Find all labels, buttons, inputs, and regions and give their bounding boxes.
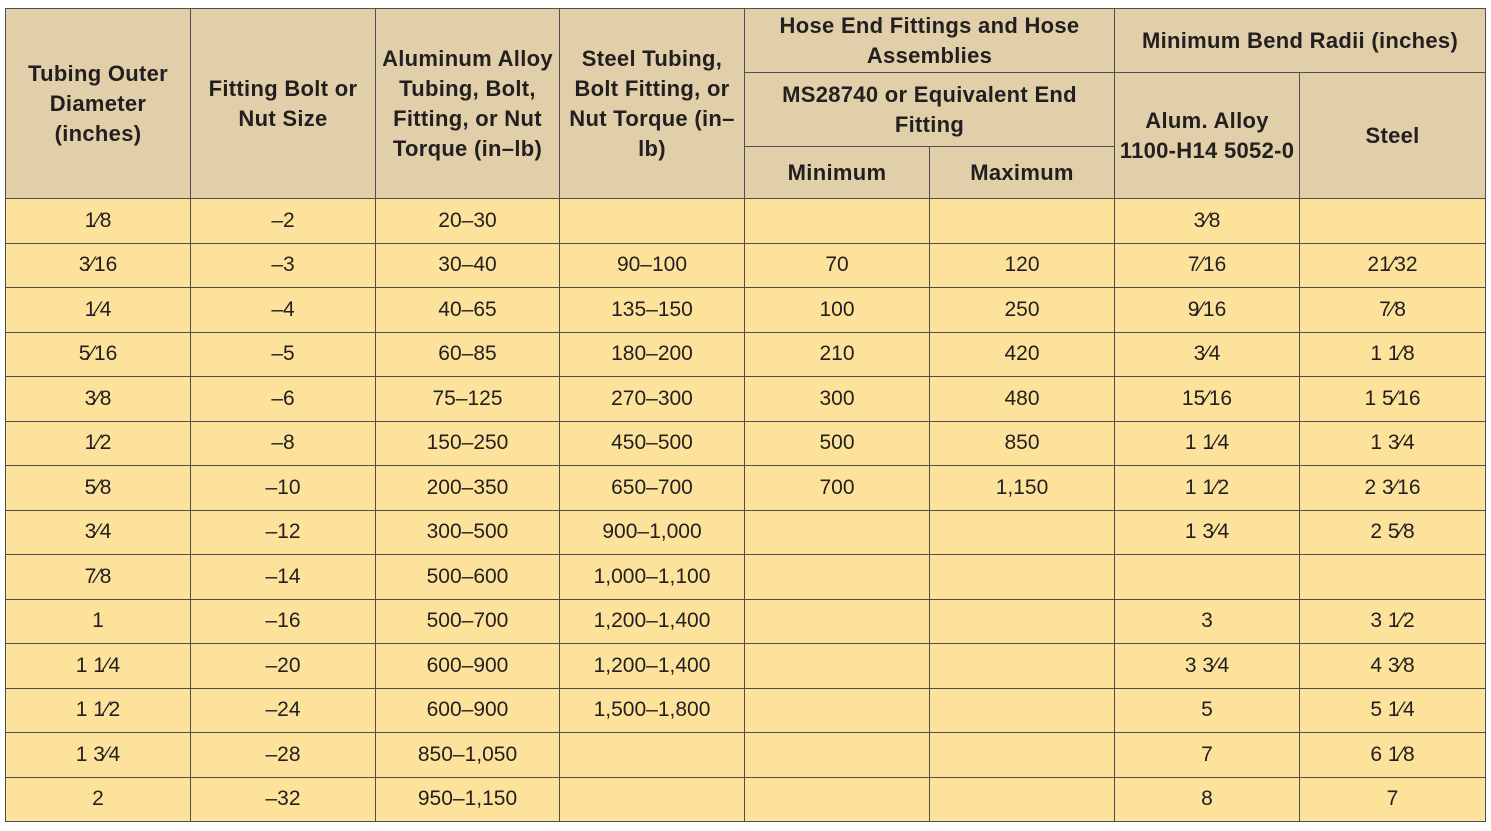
header-bend-alum: Alum. Alloy 1100-H14 5052-0 bbox=[1115, 73, 1300, 199]
table-body bbox=[6, 199, 1486, 822]
cell-steel-torque: 90–100 bbox=[560, 243, 745, 288]
header-steel-torque: Steel Tubing, Bolt Fitting, or Nut Torque (in–lb) bbox=[560, 9, 745, 199]
cell-fitting-size: –4 bbox=[191, 288, 376, 333]
cell-aluminum-torque: 200–350 bbox=[376, 466, 560, 511]
cell-fitting-size: –28 bbox=[191, 733, 376, 778]
table-row bbox=[6, 377, 1486, 422]
cell-hose-max: 120 bbox=[930, 243, 1115, 288]
cell-hose-min: 210 bbox=[745, 332, 930, 377]
cell-bend-steel: 6 1⁄8 bbox=[1300, 733, 1486, 778]
table-row bbox=[6, 599, 1486, 644]
table-row bbox=[6, 510, 1486, 555]
cell-tubing-od: 3⁄16 bbox=[6, 243, 191, 288]
cell-bend-steel bbox=[1300, 555, 1486, 600]
cell-aluminum-torque: 20–30 bbox=[376, 199, 560, 244]
cell-bend-alum bbox=[1115, 555, 1300, 600]
cell-fitting-size: –16 bbox=[191, 599, 376, 644]
table-row bbox=[6, 421, 1486, 466]
cell-bend-alum: 5 bbox=[1115, 688, 1300, 733]
table-row bbox=[6, 555, 1486, 600]
cell-steel-torque: 180–200 bbox=[560, 332, 745, 377]
cell-steel-torque bbox=[560, 777, 745, 822]
table-row bbox=[6, 243, 1486, 288]
cell-tubing-od: 1⁄2 bbox=[6, 421, 191, 466]
cell-steel-torque: 650–700 bbox=[560, 466, 745, 511]
header-tubing-od: Tubing Outer Diameter (inches) bbox=[6, 9, 191, 199]
cell-hose-max: 1,150 bbox=[930, 466, 1115, 511]
cell-aluminum-torque: 75–125 bbox=[376, 377, 560, 422]
cell-hose-min bbox=[745, 777, 930, 822]
cell-tubing-od: 1⁄4 bbox=[6, 288, 191, 333]
cell-hose-max bbox=[930, 555, 1115, 600]
cell-bend-steel: 7⁄8 bbox=[1300, 288, 1486, 333]
cell-tubing-od: 5⁄8 bbox=[6, 466, 191, 511]
cell-bend-alum: 1 1⁄2 bbox=[1115, 466, 1300, 511]
cell-hose-min: 300 bbox=[745, 377, 930, 422]
cell-tubing-od: 3⁄8 bbox=[6, 377, 191, 422]
header-aluminum-torque: Aluminum Alloy Tubing, Bolt, Fitting, or Nut Torque (in–lb) bbox=[376, 9, 560, 199]
cell-fitting-size: –20 bbox=[191, 644, 376, 689]
cell-hose-min: 70 bbox=[745, 243, 930, 288]
cell-bend-alum: 7 bbox=[1115, 733, 1300, 778]
cell-hose-max bbox=[930, 777, 1115, 822]
cell-hose-max: 420 bbox=[930, 332, 1115, 377]
table-row bbox=[6, 733, 1486, 778]
cell-steel-torque bbox=[560, 733, 745, 778]
cell-bend-steel: 5 1⁄4 bbox=[1300, 688, 1486, 733]
cell-fitting-size: –2 bbox=[191, 199, 376, 244]
cell-hose-min bbox=[745, 510, 930, 555]
cell-hose-max: 250 bbox=[930, 288, 1115, 333]
cell-steel-torque: 1,500–1,800 bbox=[560, 688, 745, 733]
cell-bend-steel: 7 bbox=[1300, 777, 1486, 822]
cell-bend-alum: 3 bbox=[1115, 599, 1300, 644]
cell-tubing-od: 1⁄8 bbox=[6, 199, 191, 244]
cell-bend-steel: 2 5⁄8 bbox=[1300, 510, 1486, 555]
cell-bend-alum: 3⁄4 bbox=[1115, 332, 1300, 377]
table-row bbox=[6, 199, 1486, 244]
cell-hose-max bbox=[930, 199, 1115, 244]
cell-hose-max: 480 bbox=[930, 377, 1115, 422]
cell-hose-min: 500 bbox=[745, 421, 930, 466]
cell-tubing-od: 5⁄16 bbox=[6, 332, 191, 377]
cell-hose-min bbox=[745, 688, 930, 733]
cell-hose-min bbox=[745, 644, 930, 689]
cell-bend-alum: 9⁄16 bbox=[1115, 288, 1300, 333]
cell-hose-min bbox=[745, 199, 930, 244]
cell-hose-min: 700 bbox=[745, 466, 930, 511]
cell-bend-steel bbox=[1300, 199, 1486, 244]
torque-bend-table bbox=[5, 8, 1486, 822]
cell-fitting-size: –32 bbox=[191, 777, 376, 822]
cell-hose-max bbox=[930, 733, 1115, 778]
cell-bend-alum: 1 3⁄4 bbox=[1115, 510, 1300, 555]
cell-bend-alum: 3 3⁄4 bbox=[1115, 644, 1300, 689]
cell-hose-max: 850 bbox=[930, 421, 1115, 466]
cell-aluminum-torque: 300–500 bbox=[376, 510, 560, 555]
cell-bend-steel: 2 3⁄16 bbox=[1300, 466, 1486, 511]
cell-steel-torque: 900–1,000 bbox=[560, 510, 745, 555]
table-header bbox=[6, 9, 1486, 199]
header-fitting-size: Fitting Bolt or Nut Size bbox=[191, 9, 376, 199]
cell-aluminum-torque: 950–1,150 bbox=[376, 777, 560, 822]
header-hose-subgroup: MS28740 or Equivalent End Fitting bbox=[745, 73, 1115, 147]
cell-fitting-size: –3 bbox=[191, 243, 376, 288]
cell-steel-torque: 1,000–1,100 bbox=[560, 555, 745, 600]
cell-aluminum-torque: 600–900 bbox=[376, 688, 560, 733]
cell-hose-min bbox=[745, 555, 930, 600]
cell-bend-steel: 1 3⁄4 bbox=[1300, 421, 1486, 466]
cell-bend-alum: 15⁄16 bbox=[1115, 377, 1300, 422]
cell-steel-torque: 135–150 bbox=[560, 288, 745, 333]
cell-tubing-od: 1 1⁄2 bbox=[6, 688, 191, 733]
cell-aluminum-torque: 60–85 bbox=[376, 332, 560, 377]
cell-bend-steel: 4 3⁄8 bbox=[1300, 644, 1486, 689]
cell-bend-alum: 3⁄8 bbox=[1115, 199, 1300, 244]
cell-steel-torque: 450–500 bbox=[560, 421, 745, 466]
cell-bend-steel: 1 1⁄8 bbox=[1300, 332, 1486, 377]
table-row bbox=[6, 644, 1486, 689]
cell-hose-max bbox=[930, 510, 1115, 555]
cell-aluminum-torque: 500–700 bbox=[376, 599, 560, 644]
header-bend-group: Minimum Bend Radii (inches) bbox=[1115, 9, 1486, 73]
cell-bend-alum: 8 bbox=[1115, 777, 1300, 822]
cell-hose-max bbox=[930, 688, 1115, 733]
table-row bbox=[6, 332, 1486, 377]
cell-steel-torque: 1,200–1,400 bbox=[560, 599, 745, 644]
cell-fitting-size: –5 bbox=[191, 332, 376, 377]
cell-hose-min bbox=[745, 599, 930, 644]
cell-aluminum-torque: 600–900 bbox=[376, 644, 560, 689]
cell-tubing-od: 1 bbox=[6, 599, 191, 644]
table-row bbox=[6, 688, 1486, 733]
cell-hose-max bbox=[930, 644, 1115, 689]
cell-aluminum-torque: 40–65 bbox=[376, 288, 560, 333]
cell-aluminum-torque: 850–1,050 bbox=[376, 733, 560, 778]
cell-fitting-size: –6 bbox=[191, 377, 376, 422]
header-bend-steel: Steel bbox=[1300, 73, 1486, 199]
cell-tubing-od: 1 3⁄4 bbox=[6, 733, 191, 778]
header-hose-min: Minimum bbox=[745, 147, 930, 199]
cell-fitting-size: –24 bbox=[191, 688, 376, 733]
header-hose-group: Hose End Fittings and Hose Assemblies bbox=[745, 9, 1115, 73]
cell-aluminum-torque: 150–250 bbox=[376, 421, 560, 466]
cell-hose-max bbox=[930, 599, 1115, 644]
cell-bend-alum: 1 1⁄4 bbox=[1115, 421, 1300, 466]
table-row bbox=[6, 288, 1486, 333]
cell-bend-steel: 1 5⁄16 bbox=[1300, 377, 1486, 422]
cell-fitting-size: –12 bbox=[191, 510, 376, 555]
cell-bend-alum: 7⁄16 bbox=[1115, 243, 1300, 288]
cell-bend-steel: 21⁄32 bbox=[1300, 243, 1486, 288]
cell-tubing-od: 2 bbox=[6, 777, 191, 822]
cell-tubing-od: 1 1⁄4 bbox=[6, 644, 191, 689]
cell-fitting-size: –10 bbox=[191, 466, 376, 511]
cell-tubing-od: 7⁄8 bbox=[6, 555, 191, 600]
header-hose-max: Maximum bbox=[930, 147, 1115, 199]
cell-fitting-size: –8 bbox=[191, 421, 376, 466]
table-row bbox=[6, 466, 1486, 511]
cell-bend-steel: 3 1⁄2 bbox=[1300, 599, 1486, 644]
cell-aluminum-torque: 30–40 bbox=[376, 243, 560, 288]
cell-steel-torque: 270–300 bbox=[560, 377, 745, 422]
table-row bbox=[6, 777, 1486, 822]
cell-aluminum-torque: 500–600 bbox=[376, 555, 560, 600]
cell-steel-torque bbox=[560, 199, 745, 244]
cell-steel-torque: 1,200–1,400 bbox=[560, 644, 745, 689]
cell-fitting-size: –14 bbox=[191, 555, 376, 600]
cell-hose-min bbox=[745, 733, 930, 778]
cell-hose-min: 100 bbox=[745, 288, 930, 333]
cell-tubing-od: 3⁄4 bbox=[6, 510, 191, 555]
